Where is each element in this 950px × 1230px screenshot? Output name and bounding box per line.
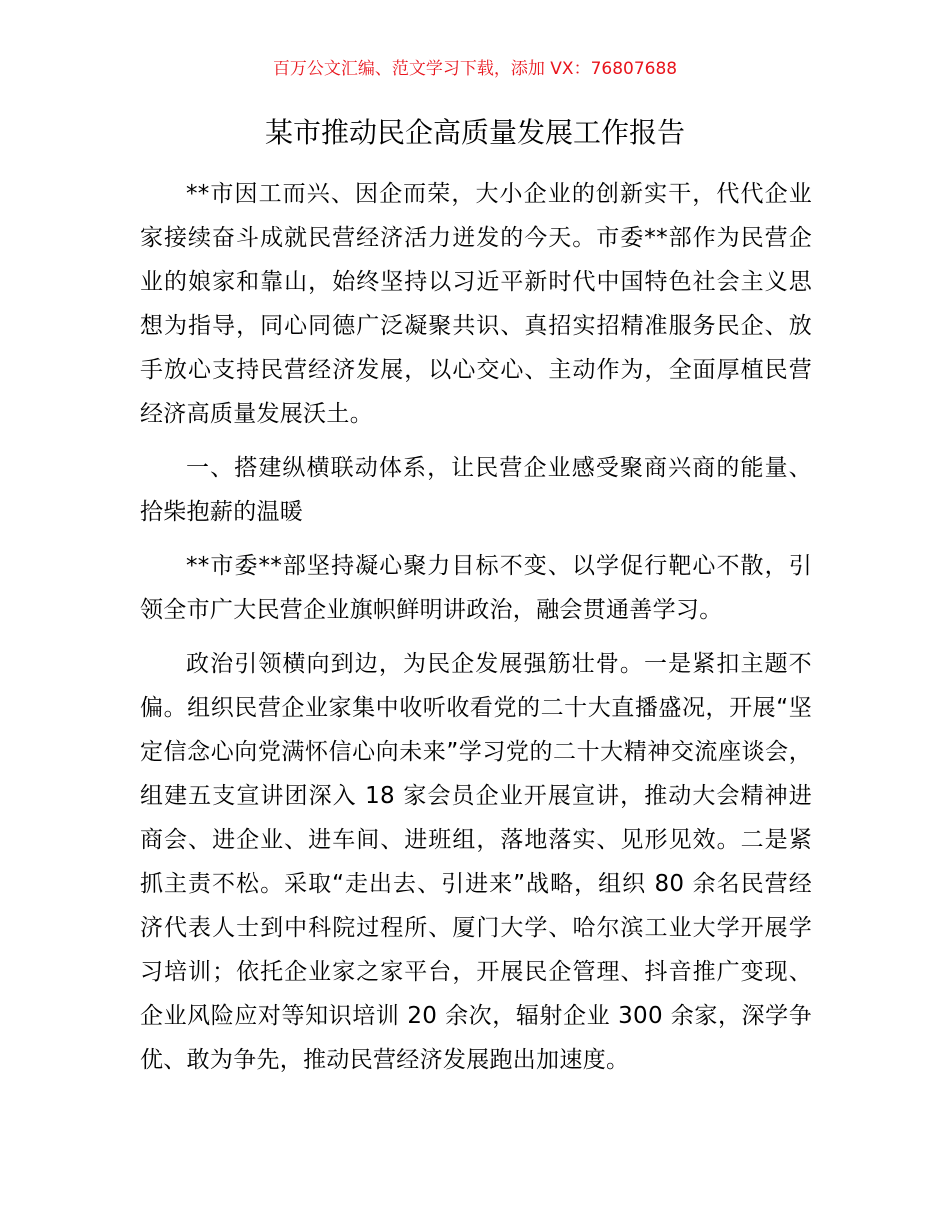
paragraph-political-guidance: 政治引领横向到边，为民企发展强筋壮骨。一是紧扣主题不偏。组织民营企业家集中收听收看党的二十大直播盛况，开展“坚定信念心向党满怀信心向未来”学习党的二十大精神交流座谈会，组建五支宣讲团深入 18 家会员企业开展宣讲，推动大会精神进商会、进企业、进车间、进班组，落地落实、见形见效。二是紧抓主责不松。采取“走出去、引进来”战略，组织 80 余名民营经济代表人士到中科院过程所、厦门大学、哈尔滨工业大学开展学习培训；依托企业家之家平台，开展民企管理、抖音推广变现、企业风险应对等知识培训 20 余次，辐射企业 300 余家，深学争优、敢为争先，推动民营经济发展跑出加速度。 [140, 651, 812, 1073]
document-title: 某市推动民企高质量发展工作报告 [264, 116, 685, 149]
document-body [140, 172, 812, 1092]
paragraph-section-1-intro: **市委**部坚持凝心聚力目标不变、以学促行靶心不散，引领全市广大民营企业旗帜鲜明讲政治，融会贯通善学习。 [140, 553, 812, 623]
watermark-banner: 百万公文汇编、范文学习下载，添加 VX：76807688 [272, 59, 678, 79]
paragraph-intro: **市因工而兴、因企而荣，大小企业的创新实干，代代企业家接续奋斗成就民营经济活力迸发的今天。市委**部作为民营企业的娘家和靠山，始终坚持以习近平新时代中国特色社会主义思想为指导，同心同德广泛凝聚共识、真招实招精准服务民企、放手放心支持民营经济发展，以心交心、主动作为，全面厚植民营经济高质量发展沃土。 [140, 181, 812, 427]
section-heading-1: 一、搭建纵横联动体系，让民营企业感受聚商兴商的能量、拾柴抱薪的温暖 [140, 455, 812, 525]
